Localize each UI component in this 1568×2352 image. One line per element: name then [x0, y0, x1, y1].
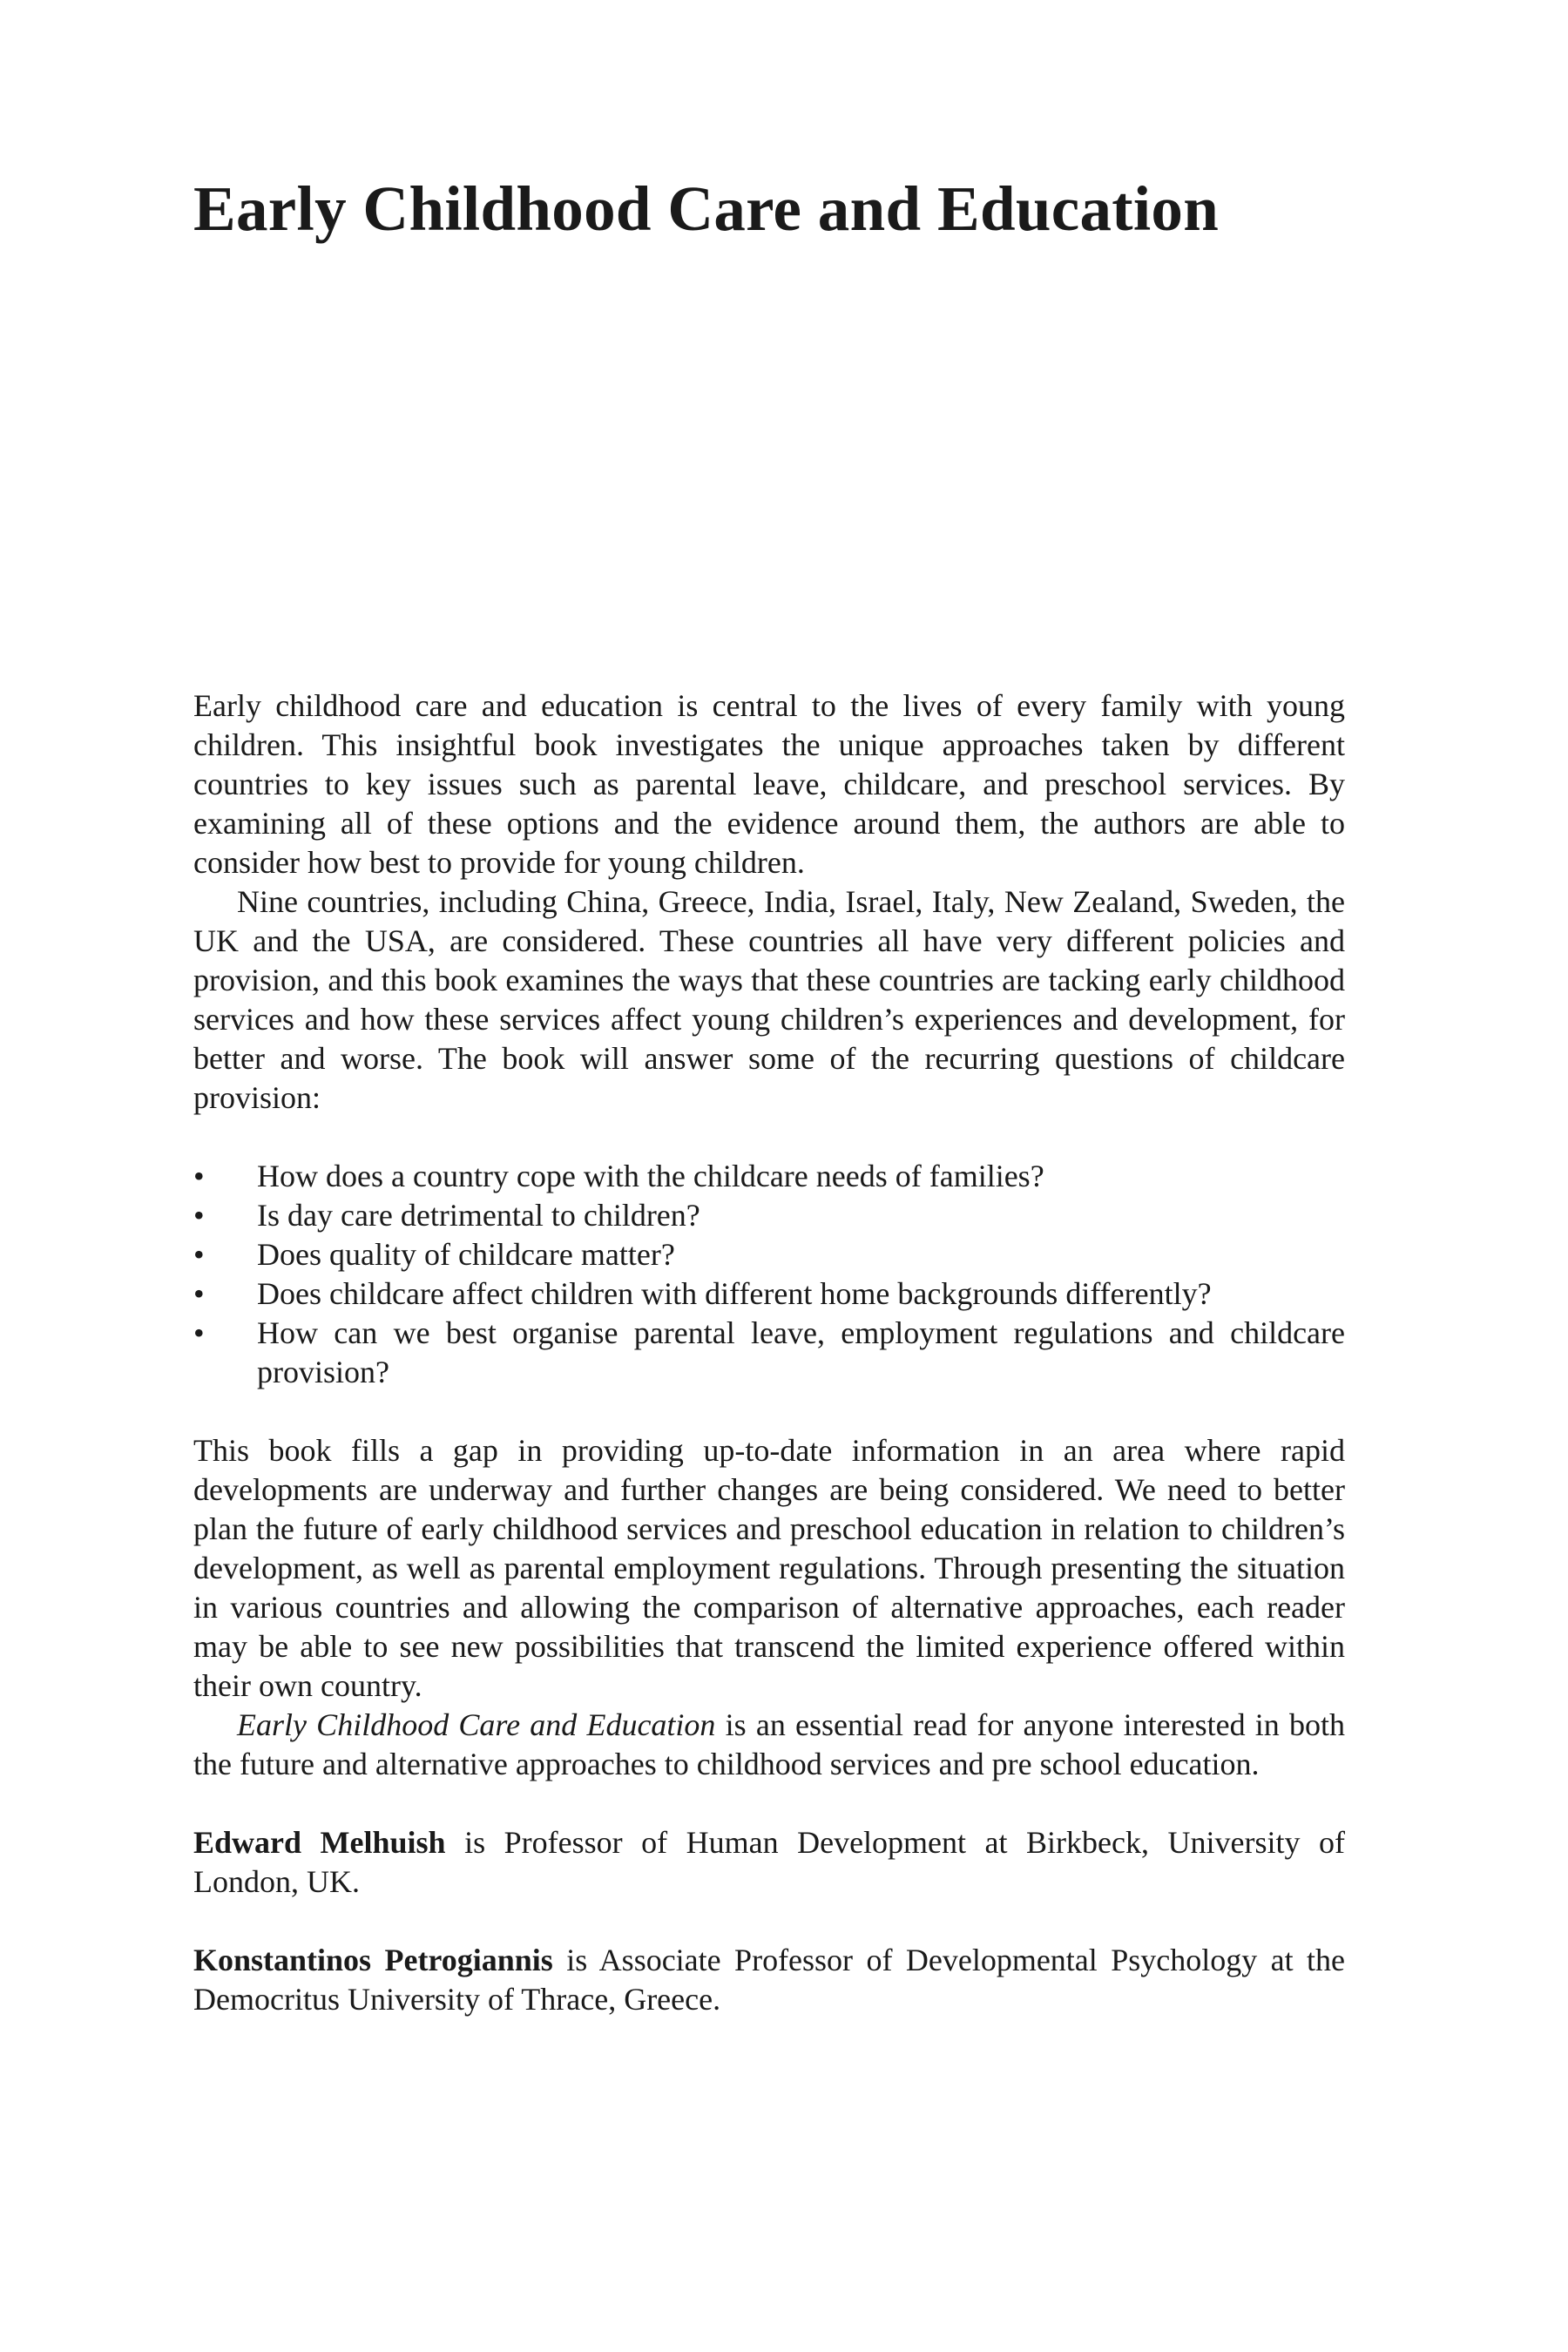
- bullet-icon: •: [193, 1237, 205, 1272]
- book-page: [193, 0, 1345, 2352]
- spacer: [193, 1784, 1345, 1823]
- author-bio-2: [193, 1941, 1345, 2019]
- spacer: [193, 1118, 1345, 1157]
- list-item: [193, 1157, 1345, 1196]
- intro-paragraph-1: Early childhood care and education is central to the lives of every family with young children. This insightful book investigates the unique approaches taken by different countries to key issues such as parental leave, childcare, and preschool services. By examining all of these options and the evidence around them, the authors are able to consider how best to provide for young children.: [193, 688, 1345, 880]
- list-item-text: How can we best organise parental leave, employment regulations and childcare provision?: [257, 1315, 1345, 1389]
- author-name: Edward Melhuish: [193, 1825, 446, 1860]
- bullet-icon: •: [193, 1198, 205, 1233]
- book-title-italic: Early Childhood Care and Education: [237, 1707, 716, 1742]
- blurb-body: [193, 686, 1345, 2019]
- list-item: [193, 1314, 1345, 1392]
- closing-paragraph-2: [193, 1706, 1345, 1784]
- bullet-icon: •: [193, 1276, 205, 1311]
- list-item-text: How does a country cope with the childcare needs of families?: [257, 1159, 1044, 1193]
- questions-list: [193, 1157, 1345, 1392]
- list-item-text: Does childcare affect children with different home backgrounds differently?: [257, 1276, 1212, 1311]
- bullet-icon: •: [193, 1159, 205, 1193]
- list-item-text: Does quality of childcare matter?: [257, 1237, 675, 1272]
- author-bio-1: [193, 1823, 1345, 1902]
- list-item-text: Is day care detrimental to children?: [257, 1198, 700, 1233]
- author-name: Konstantinos Petrogiannis: [193, 1943, 553, 1977]
- spacer: [193, 1392, 1345, 1431]
- page-title: Early Childhood Care and Education: [193, 173, 1220, 244]
- closing-paragraph-1: This book fills a gap in providing up-to-date information in an area where rapid developments are underway and further changes are being considered. We need to better plan the future of early childhood services and preschool education in relation to children’s development, as well as parental employment regulations. Through presenting the situation in various countries and allowing the comparison of alternative approaches, each reader may be able to see new possibilities that transcend the limited experience offered within their own country.: [193, 1433, 1345, 1703]
- closing-paragraph-2-text: is an essential read for anyone interested in both the future and alternative approaches to childhood services and pre school education.: [193, 1707, 1345, 1781]
- author-bio-text: is Associate Professor of Developmental Psychology at the Democritus University of Thrace, Greece.: [193, 1943, 1345, 2017]
- spacer: [193, 1902, 1345, 1941]
- list-item: [193, 1196, 1345, 1235]
- list-item: [193, 1274, 1345, 1314]
- author-bio-text: is Professor of Human Development at Birkbeck, University of London, UK.: [193, 1825, 1345, 1899]
- intro-paragraph-2: Nine countries, including China, Greece, India, Israel, Italy, New Zealand, Sweden, the UK and the USA, are considered. These countries all have very different policies and provision, and this book examines the ways that these countries are tacking early childhood services and how these services affect young children’s experiences and development, for better and worse. The book will answer some of the recurring questions of childcare provision:: [193, 884, 1345, 1115]
- bullet-icon: •: [193, 1315, 205, 1350]
- list-item: [193, 1235, 1345, 1274]
